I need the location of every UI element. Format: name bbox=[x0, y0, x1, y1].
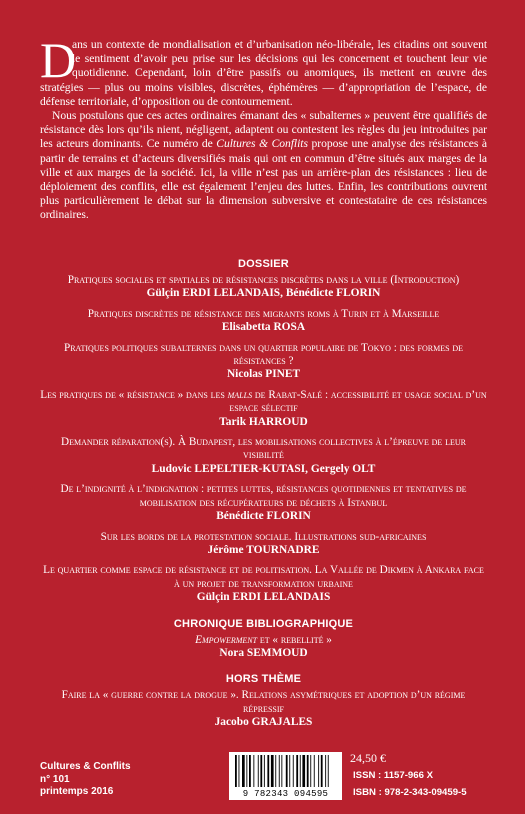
journal-name: Cultures & Conflits bbox=[40, 761, 131, 772]
barcode-number: 9 782343 094595 bbox=[242, 789, 329, 799]
article-title: Pratiques discrètes de résistance des migrants roms à Turin et à Marseille bbox=[87, 307, 440, 320]
article-title: Pratiques politiques subalternes dans un quartier populaire de Tokyo : des formes de résistances ? bbox=[64, 341, 463, 368]
article-title: De l’indignité à l’indignation : petites luttes, résistances quotidiennes et tentatives de mobilisation des récupérateurs de déchets à Istanbul bbox=[60, 483, 467, 509]
toc-item bbox=[40, 436, 487, 476]
article-author: Tarik HARROUD bbox=[219, 415, 308, 428]
toc-item bbox=[40, 689, 487, 729]
toc-item bbox=[40, 342, 487, 382]
drop-cap: D bbox=[40, 32, 77, 88]
price: 24,50 € bbox=[350, 751, 386, 765]
article-title: Pratiques sociales et spatiales de résistances discrètes dans la ville (Introduction) bbox=[67, 274, 460, 286]
toc-item bbox=[40, 531, 487, 558]
issue-season: printemps 2016 bbox=[40, 786, 114, 797]
article-title: Demander réparation(s). À Budapest, les mobilisations collectives à l’épreuve de leur visibilité bbox=[61, 436, 466, 462]
toc-item bbox=[40, 308, 487, 335]
article-author: Gülçin ERDI LELANDAIS bbox=[196, 591, 331, 604]
toc-item bbox=[40, 274, 487, 301]
toc-item bbox=[40, 634, 487, 661]
article-author: Jacobo GRAJALES bbox=[214, 716, 313, 729]
article-title: Sur les bords de la protestation sociale. Illustrations sud-africaines bbox=[100, 530, 427, 543]
toc-item bbox=[40, 483, 487, 523]
article-author: Jérôme TOURNADRE bbox=[207, 543, 320, 556]
toc-item bbox=[40, 389, 487, 429]
issn: ISSN : 1157-966 X bbox=[353, 770, 433, 781]
issue-number: n° 101 bbox=[40, 773, 70, 785]
article-title: Empowerment et « rebellité » bbox=[195, 633, 332, 646]
summary-paragraph-2: Nous postulons que ces actes ordinaires émanant des « subalternes » peuvent être qualifiés de résistance dès lors qu’ils nient, négligent, adaptent ou contestent les règles du jeu introduites par les acteurs dominants. Ce numéro de Cultures & Conflits propose une analyse des résistances à partir de terrains et d’acteurs diversifiés mais qui ont en commun d’être situés aux marges de la ville et aux marges de la société. Ici, la ville n’est pas un arrière-plan des résistances : lieu de déploiement des conflits, elle est également l’enjeu des luttes. Enfin, les contributions ouvrent plus particulièrement le débat sur la dimension subversive et contestataire de ces résistances ordinaires. bbox=[40, 109, 487, 222]
back-cover-summary bbox=[40, 32, 487, 223]
article-title: Les pratiques de « résistance » dans les malls de Rabat-Salé : accessibilité et usage social d’un espace sélectif bbox=[40, 388, 487, 415]
article-title: Faire la « guerre contre la drogue ». Relations asymétriques et adoption d’un régime répressif bbox=[61, 689, 466, 715]
dossier-heading: DOSSIER bbox=[238, 258, 289, 270]
article-author: Bénédicte FLORIN bbox=[216, 510, 311, 523]
article-title: Le quartier comme espace de résistance et de politisation. La Vallée de Dikmen à Ankara face à un projet de transformation urbaine bbox=[43, 564, 484, 590]
italic-word: Empowerment bbox=[195, 633, 258, 646]
table-of-contents bbox=[40, 258, 487, 737]
journal-info bbox=[40, 761, 131, 799]
article-author: Ludovic LEPELTIER-KUTASI, Gergely OLT bbox=[151, 462, 376, 475]
isbn: ISBN : 978-2-343-09459-5 bbox=[353, 787, 467, 798]
summary-paragraph-1: ans un contexte de mondialisation et d’urbanisation néo-libérale, les citadins ont souvent le sentiment d’avoir peu prise sur les décisions qui les concernent et touchent leur vie quotidienne. Cependant, loin d’être passifs ou anomiques, ils mettent en œuvre des stratégies — plus ou moins visibles, discrètes, éphémères — d’appropriation de l’espace, de défense territoriale, d’opposition ou de contournement. bbox=[40, 38, 487, 108]
journal-title-italic: Cultures & Conflits bbox=[216, 137, 308, 151]
italic-word: malls bbox=[227, 388, 253, 401]
hors-theme-heading: HORS THÈME bbox=[225, 673, 302, 686]
barcode-bars-icon bbox=[233, 755, 338, 789]
article-author: Nora SEMMOUD bbox=[219, 646, 308, 659]
barcode bbox=[229, 752, 342, 800]
article-author: Gülçin ERDI LELANDAIS, Bénédicte FLORIN bbox=[146, 287, 381, 300]
article-author: Elisabetta ROSA bbox=[221, 321, 306, 334]
chronique-heading: CHRONIQUE BIBLIOGRAPHIQUE bbox=[173, 617, 354, 630]
article-author: Nicolas PINET bbox=[226, 368, 301, 381]
toc-item bbox=[40, 564, 487, 604]
